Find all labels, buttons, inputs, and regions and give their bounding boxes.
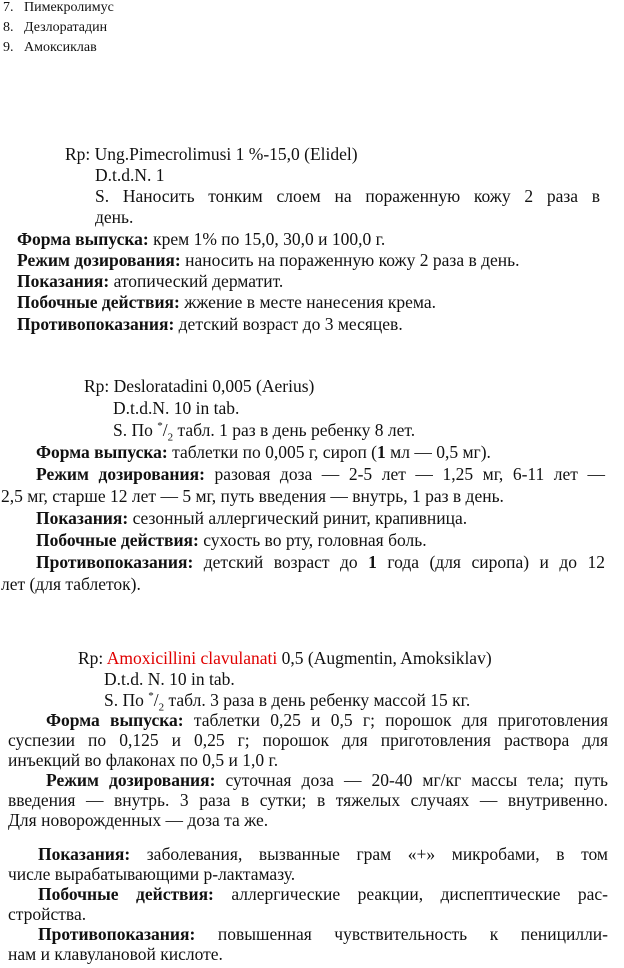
rx3-dosing-line-1 xyxy=(46,769,608,791)
rp-drug-name: Amoxicillini clavulanati xyxy=(106,648,278,668)
list-item-8 xyxy=(3,19,107,37)
rx1-dosing xyxy=(17,249,520,271)
rx3-form-line-2: суспезии по 0,125 и 0,25 г; порошок для приготовления раствора для xyxy=(8,730,608,750)
form-text: крем 1% по 15,0, 30,0 и 100,0 г. xyxy=(148,229,386,249)
rx3-contraindications-line-1 xyxy=(38,923,608,945)
rx1-rp-line: Rp: Ung.Pimecrolimusi 1 %-15,0 (Elidel) xyxy=(65,144,358,164)
signa-prefix: S. По xyxy=(104,690,149,710)
rx3-dosing-line-3: Для новорожденных — доза та же. xyxy=(8,810,269,830)
rx3-indications-line-1 xyxy=(38,843,608,865)
rx3-contraindications-line-2: нам и клавулановой кислоте. xyxy=(8,944,223,964)
dosing-text: разовая доза — 2-5 лет — 1,25 мг, 6-11 лет — xyxy=(204,464,605,484)
contraindications-text-end: года (для сиропа) и до 12 xyxy=(376,552,605,572)
form-text: таблетки 0,25 и 0,5 г; порошок для приготовления xyxy=(183,710,608,730)
rx2-rp-line: Rp: Desloratadini 0,005 (Aerius) xyxy=(84,376,315,396)
rp-suffix: 0,5 (Augmentin, Amoksiklav) xyxy=(277,648,492,668)
rx2-contraindications-line-2: лет (для таблеток). xyxy=(1,574,141,594)
rx1-signa-line-1: S. Наносить тонким слоем на пораженную кожу 2 раза в xyxy=(95,186,600,206)
rx3-dosing-line-2: введения — внутрь. 3 раза в сутки; в тяжелых случаях — внутривенно. xyxy=(8,790,608,810)
rx1-side-effects xyxy=(17,291,436,313)
rx3-indications-line-2: числе вырабатывающими р-лактамазу. xyxy=(8,864,296,884)
rx3-form-line-1 xyxy=(46,709,608,731)
fraction-slash: / xyxy=(153,690,159,710)
rx3-signa-line xyxy=(104,689,471,714)
list-text: Дезлоратадин xyxy=(24,20,108,35)
rx3-dtd-line: D.t.d. N. 10 in tab. xyxy=(104,669,235,689)
form-label: Форма выпуска: xyxy=(36,442,168,462)
dosing-label: Режим дозирования: xyxy=(46,770,216,790)
contraindications-text: детский возраст до 3 месяцев. xyxy=(174,314,403,334)
contraindications-label: Противопоказания: xyxy=(36,552,194,572)
contraindications-label: Противопоказания: xyxy=(17,314,175,334)
rx1-indications xyxy=(17,270,283,292)
contraindications-text: повышенная чувствительность к пеницилли- xyxy=(195,924,608,944)
form-label: Форма выпуска: xyxy=(17,229,149,249)
list-item-9 xyxy=(3,39,97,57)
dosing-label: Режим дозирования: xyxy=(17,250,181,270)
dosing-text: суточная доза — 20-40 мг/кг массы тела; путь xyxy=(215,770,608,790)
contraindications-bold-value: 1 xyxy=(368,552,377,572)
fraction-denominator: 2 xyxy=(167,431,174,444)
rx1-contraindications xyxy=(17,313,403,335)
list-text: Амоксиклав xyxy=(24,40,97,55)
list-text: Пимекролимус xyxy=(24,0,114,15)
contraindications-text: детский возраст до xyxy=(193,552,369,572)
indications-label: Показания: xyxy=(38,844,131,864)
fraction-numerator: * xyxy=(157,420,163,433)
side-effects-text: жжение в месте нанесения крема. xyxy=(179,292,437,312)
rx2-form xyxy=(36,441,491,463)
signa-suffix: табл. 1 раз в день ребенку 8 лет. xyxy=(173,420,416,440)
rp-prefix: Rp: xyxy=(78,648,107,668)
rx1-form xyxy=(17,228,385,250)
list-number: 7. xyxy=(3,0,14,15)
rx3-side-effects-line-2: стройства. xyxy=(8,904,87,924)
list-number: 8. xyxy=(3,20,14,35)
list-number: 9. xyxy=(3,40,14,55)
rx3-rp-line xyxy=(78,647,492,669)
rx2-dtd-line: D.t.d.N. 10 in tab. xyxy=(113,398,240,418)
side-effects-text: сухость во рту, головная боль. xyxy=(198,530,427,550)
fraction-slash: / xyxy=(162,420,168,440)
rx3-form-line-3: инъекций во флаконах по 0,5 и 1,0 г. xyxy=(8,750,279,770)
rx1-signa-line-2: день. xyxy=(95,207,134,227)
side-effects-label: Побочные действия: xyxy=(17,292,180,312)
rx2-side-effects xyxy=(36,529,427,551)
rx3-side-effects-line-1 xyxy=(38,883,608,905)
contraindications-label: Противопоказания: xyxy=(38,924,196,944)
rx2-dosing-line-1 xyxy=(36,463,605,485)
rx2-signa-line xyxy=(113,419,416,444)
dosing-label: Режим дозирования: xyxy=(36,464,205,484)
form-label: Форма выпуска: xyxy=(46,710,184,730)
form-bold-value: 1 xyxy=(377,442,386,462)
dosing-text: наносить на пораженную кожу 2 раза в день. xyxy=(180,250,520,270)
side-effects-label: Побочные действия: xyxy=(38,884,214,904)
indications-text: атопический дерматит. xyxy=(109,271,284,291)
side-effects-label: Побочные действия: xyxy=(36,530,199,550)
rx1-dtd-line: D.t.d.N. 1 xyxy=(95,165,165,185)
form-text-end: мл — 0,5 мг). xyxy=(385,442,491,462)
rx2-dosing-line-2: 2,5 мг, старше 12 лет — 5 мг, путь введения — внутрь, 1 раз в день. xyxy=(1,486,504,506)
signa-prefix: S. По xyxy=(113,420,158,440)
rx2-indications xyxy=(36,507,467,529)
list-item-7 xyxy=(3,0,114,17)
indications-text: заболевания, вызванные грам «+» микробами, в том xyxy=(130,844,608,864)
indications-label: Показания: xyxy=(36,508,129,528)
fraction-numerator: * xyxy=(148,690,154,703)
indications-label: Показания: xyxy=(17,271,110,291)
form-text: таблетки по 0,005 г, сироп ( xyxy=(167,442,378,462)
side-effects-text: аллергические реакции, диспептические рас- xyxy=(213,884,608,904)
indications-text: сезонный аллергический ринит, крапивница. xyxy=(128,508,468,528)
signa-suffix: табл. 3 раза в день ребенку массой 15 кг. xyxy=(164,690,471,710)
rx2-contraindications-line-1 xyxy=(36,551,605,573)
fraction-denominator: 2 xyxy=(158,701,165,714)
